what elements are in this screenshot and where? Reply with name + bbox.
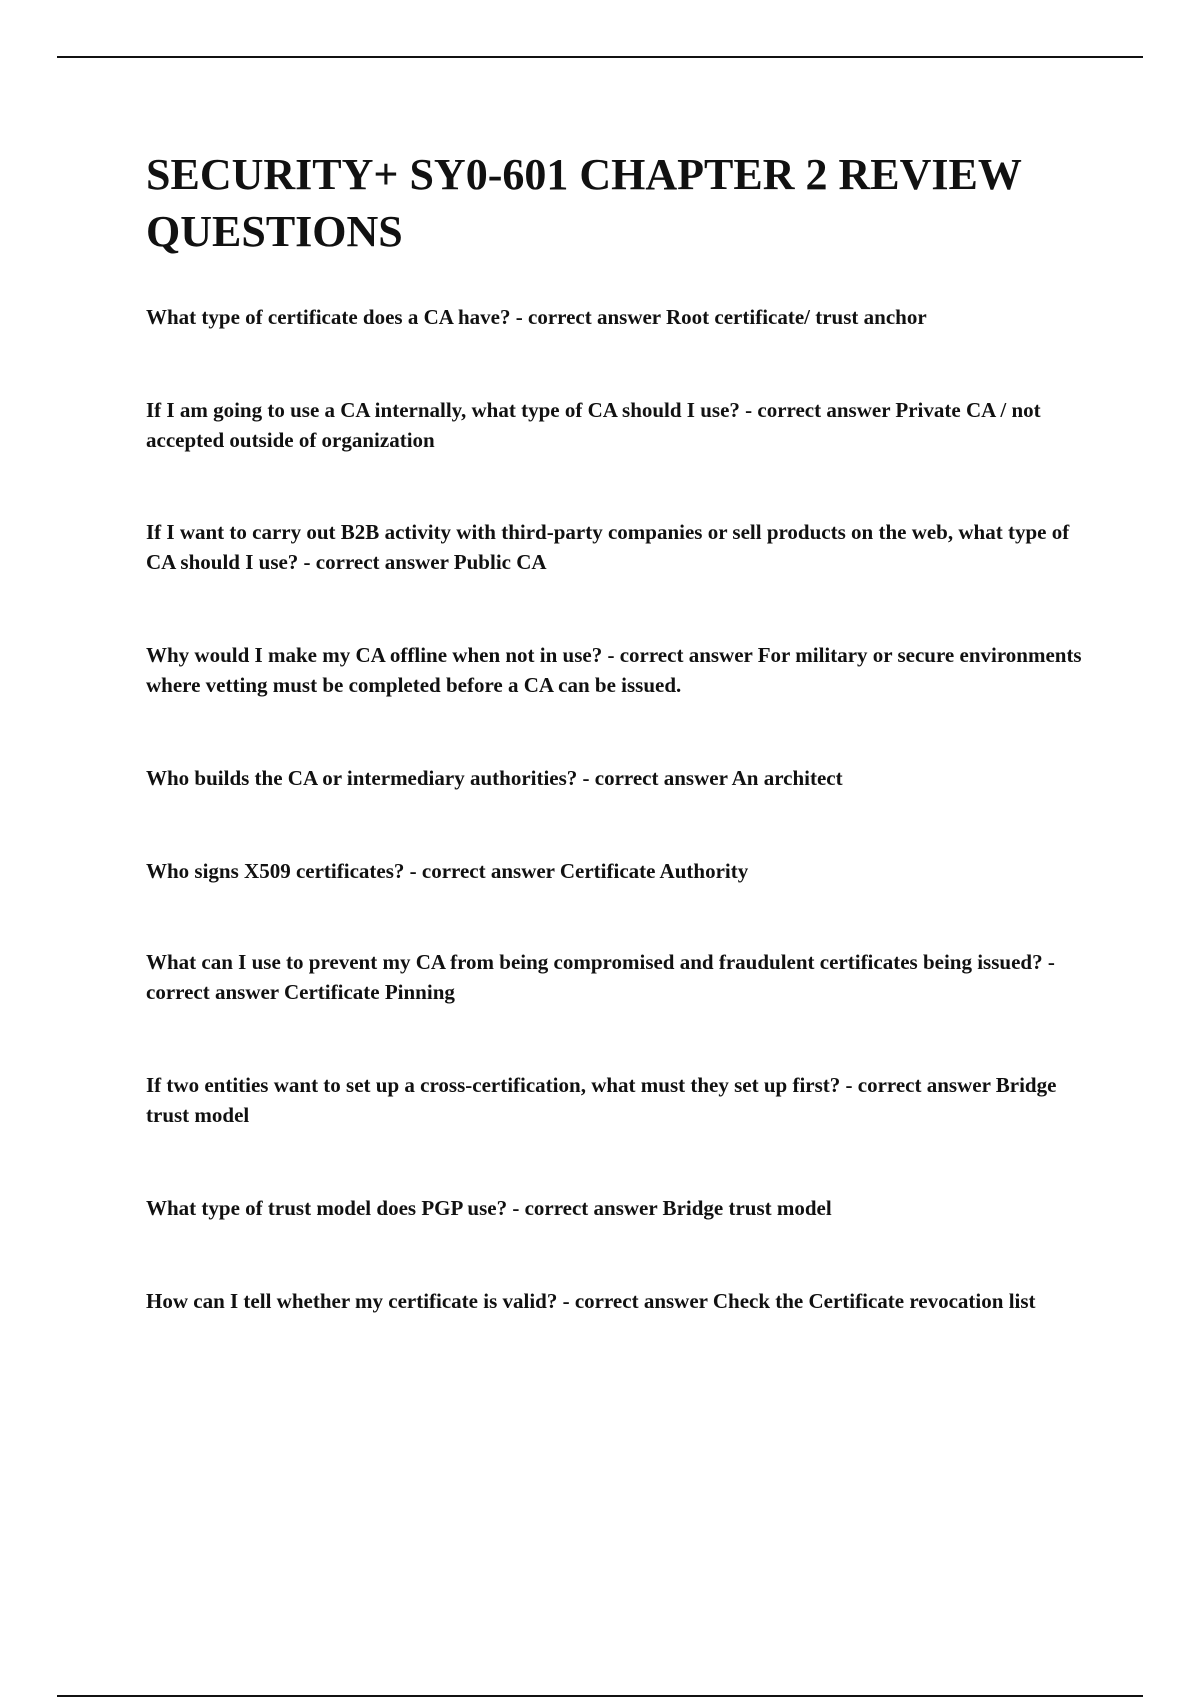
bottom-divider [57, 1695, 1143, 1697]
qa-item-9: What type of trust model does PGP use? - correct answer Bridge trust model [146, 1196, 832, 1220]
qa-item-7: What can I use to prevent my CA from being compromised and fraudulent certificates being issued? - correct answer Certificate Pinning [146, 950, 1055, 1004]
top-divider [57, 56, 1143, 58]
qa-item-2: If I am going to use a CA internally, what type of CA should I use? - correct answer Private CA / not accepted outside of organization [146, 398, 1041, 452]
qa-item-10: How can I tell whether my certificate is valid? - correct answer Check the Certificate revocation list [146, 1289, 1036, 1313]
qa-item-3: If I want to carry out B2B activity with third-party companies or sell products on the web, what type of CA should I use? - correct answer Public CA [146, 520, 1070, 574]
page-title: SECURITY+ SY0-601 CHAPTER 2 REVIEW QUESTIONS [146, 150, 1022, 256]
document-body [146, 146, 1096, 260]
qa-item-8: If two entities want to set up a cross-certification, what must they set up first? - correct answer Bridge trust model [146, 1073, 1057, 1127]
qa-item-6: Who signs X509 certificates? - correct answer Certificate Authority [146, 859, 749, 883]
qa-item-5: Who builds the CA or intermediary authorities? - correct answer An architect [146, 766, 843, 790]
qa-item-1: What type of certificate does a CA have? - correct answer Root certificate/ trust anchor [146, 305, 927, 329]
qa-item-4: Why would I make my CA offline when not in use? - correct answer For military or secure environments where vetting must be completed before a CA can be issued. [146, 643, 1082, 697]
